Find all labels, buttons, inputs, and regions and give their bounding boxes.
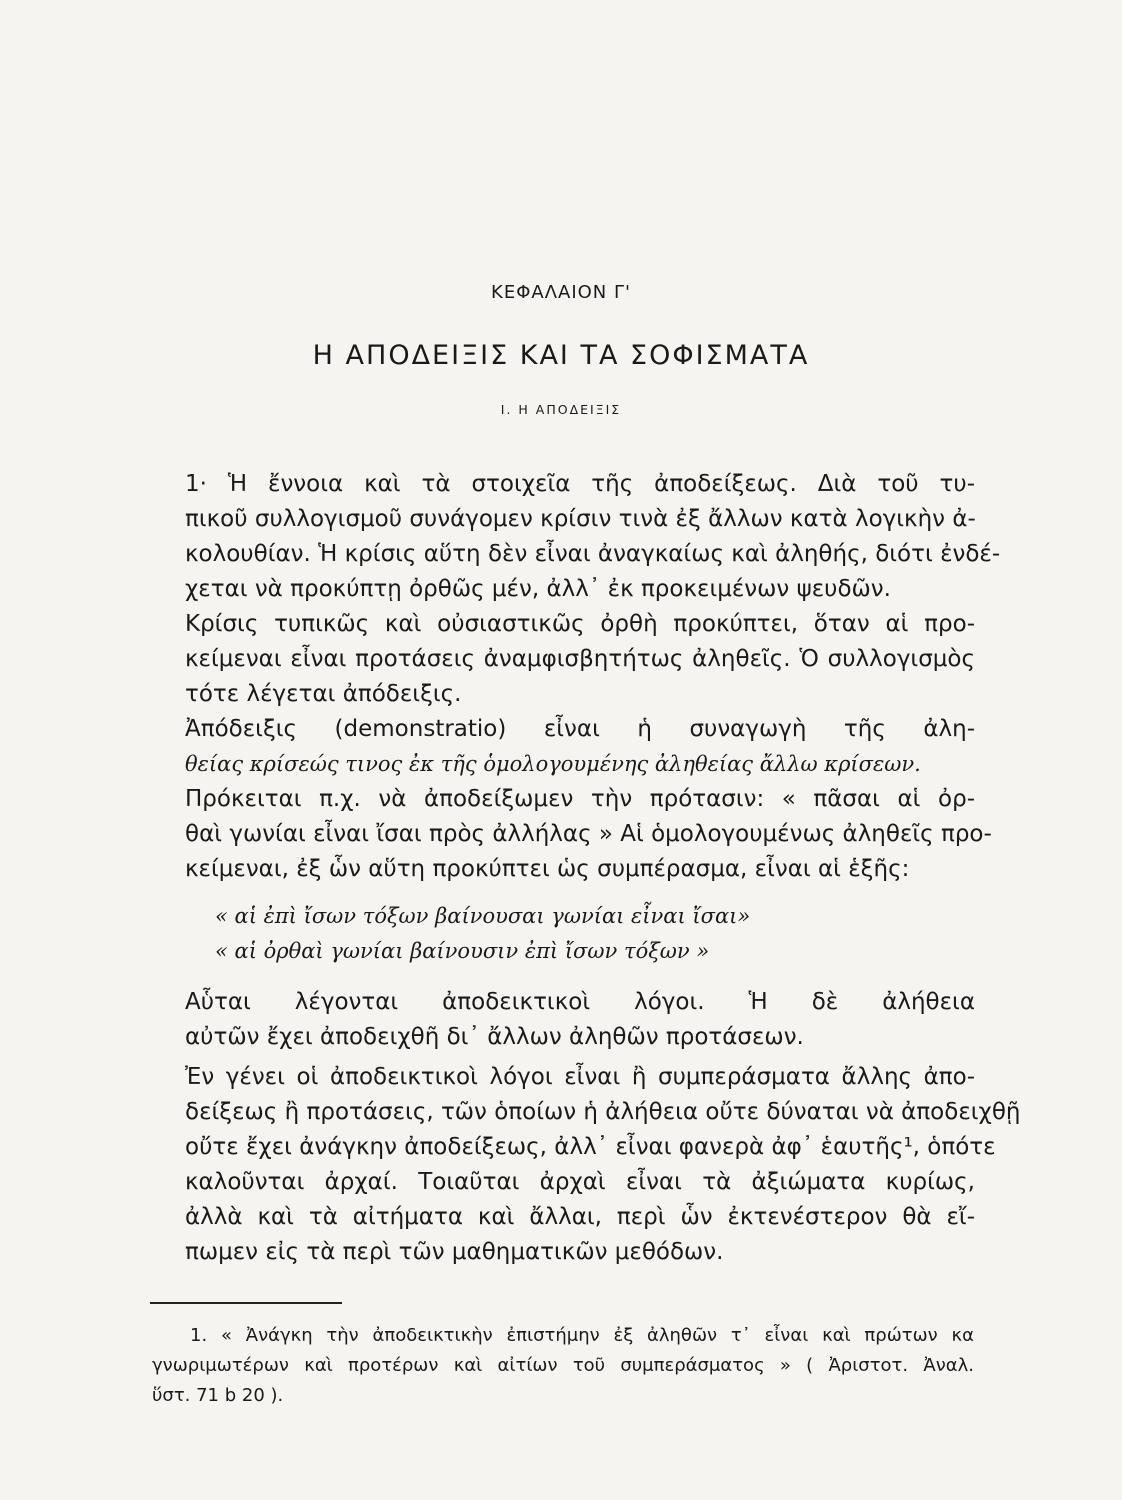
body-line: καλοῦνται ἀρχαί. Τοιαῦται ἀρχαὶ εἶναι τὰ ἀξιώματα κυρίως, — [185, 1169, 975, 1195]
body-line: κολουθίαν. Ἡ κρίσις αὕτη δὲν εἶναι ἀναγκαίως καὶ ἀληθής, διότι ἐνδέ- — [185, 541, 1001, 567]
body-line: πωμεν εἰς τὰ περὶ τῶν μαθηματικῶν μεθόδων. — [185, 1239, 724, 1265]
body-line: χεται νὰ προκύπτῃ ὀρθῶς μέν, ἀλλ᾽ ἐκ προκειμένων ψευδῶν. — [185, 576, 891, 602]
body-line: ἀλλὰ καὶ τὰ αἰτήματα καὶ ἄλλαι, περὶ ὧν ἐκτενέστερον θὰ εἴ- — [185, 1204, 975, 1230]
body-line: 1· Ἡ ἔννοια καὶ τὰ στοιχεῖα τῆς ἀποδείξεως. Διὰ τοῦ τυ- — [185, 471, 975, 497]
chapter-title: Η ΑΠΟΔΕΙΞΙΣ ΚΑΙ ΤΑ ΣΟΦΙΣΜΑΤΑ — [312, 340, 810, 371]
footnote-line: γνωριμωτέρων καὶ προτέρων καὶ αἰτίων τοῦ συμπεράσματος » ( Ἀριστοτ. Ἀναλ. — [152, 1355, 974, 1376]
body-line: Ἐν γένει οἱ ἀποδεικτικοὶ λόγοι εἶναι ἢ συμπεράσματα ἄλλης ἀπο- — [185, 1064, 975, 1090]
body-line: κείμεναι, ἐξ ὧν αὕτη προκύπτει ὡς συμπέρασμα, εἶναι αἱ ἑξῆς: — [185, 856, 910, 882]
body-line: αὐτῶν ἔχει ἀποδειχθῆ δι᾽ ἄλλων ἀληθῶν προτάσεων. — [185, 1024, 804, 1050]
body-line: πικοῦ συλλογισμοῦ συνάγομεν κρίσιν τινὰ ἐξ ἄλλων κατὰ λογικὴν ἀ- — [185, 506, 976, 532]
body-line: κείμεναι εἶναι προτάσεις ἀναμφισβητήτως ἀληθεῖς. Ὁ συλλογισμὸς — [185, 646, 975, 672]
body-line: Κρίσις τυπικῶς καὶ οὐσιαστικῶς ὀρθὴ προκύπτει, ὅταν αἱ προ- — [185, 611, 975, 637]
premise-quote: « αἱ ἐπὶ ἴσων τόξων βαίνουσαι γωνίαι εἶναι ἴσαι» — [215, 904, 751, 928]
body-line: θαὶ γωνίαι εἶναι ἴσαι πρὸς ἀλλήλας » Αἱ ὁμολογουμένως ἀληθεῖς προ- — [185, 821, 992, 847]
premise-quote: « αἱ ὀρθαὶ γωνίαι βαίνουσιν ἐπὶ ἴσων τόξων » — [215, 939, 710, 963]
chapter-heading: ΚΕΦΑΛΑΙΟΝ Γ' — [491, 282, 631, 303]
body-line: δείξεως ἢ προτάσεις, τῶν ὁποίων ἡ ἀλήθεια οὔτε δύναται νὰ ἀποδειχθῇ — [185, 1099, 1021, 1125]
body-line: Αὗται λέγονται ἀποδεικτικοὶ λόγοι. Ἡ δὲ ἀλήθεια — [185, 989, 975, 1015]
definition-line: Ἀπόδειξις (demonstratio) εἶναι ἡ συναγωγὴ τῆς ἀλη- — [185, 716, 975, 742]
footnote-line: ὕστ. 71 b 20 ). — [152, 1385, 284, 1406]
footnote-rule — [150, 1302, 342, 1304]
body-line: οὔτε ἔχει ἀνάγκην ἀποδείξεως, ἀλλ᾽ εἶναι φανερὰ ἀφ᾽ ἑαυτῆς¹, ὁπότε — [185, 1134, 996, 1160]
body-line: τότε λέγεται ἀπόδειξις. — [185, 681, 462, 707]
definition-line: θείας κρίσεώς τινος ἐκ τῆς ὁμολογουμένης ἀληθείας ἄλλω κρίσεων. — [185, 752, 921, 776]
body-line: Πρόκειται π.χ. νὰ ἀποδείξωμεν τὴν πρότασιν: « πᾶσαι αἱ ὀρ- — [185, 786, 975, 812]
section-heading: I. Η ΑΠΟΔΕΙΞΙΣ — [500, 402, 622, 417]
footnote-line: 1. « Ἀνάγκη τὴν ἀποδεικτικὴν ἐπιστήμην ἐξ ἀληθῶν τ᾽ εἶναι καὶ πρώτων κα — [190, 1325, 974, 1346]
